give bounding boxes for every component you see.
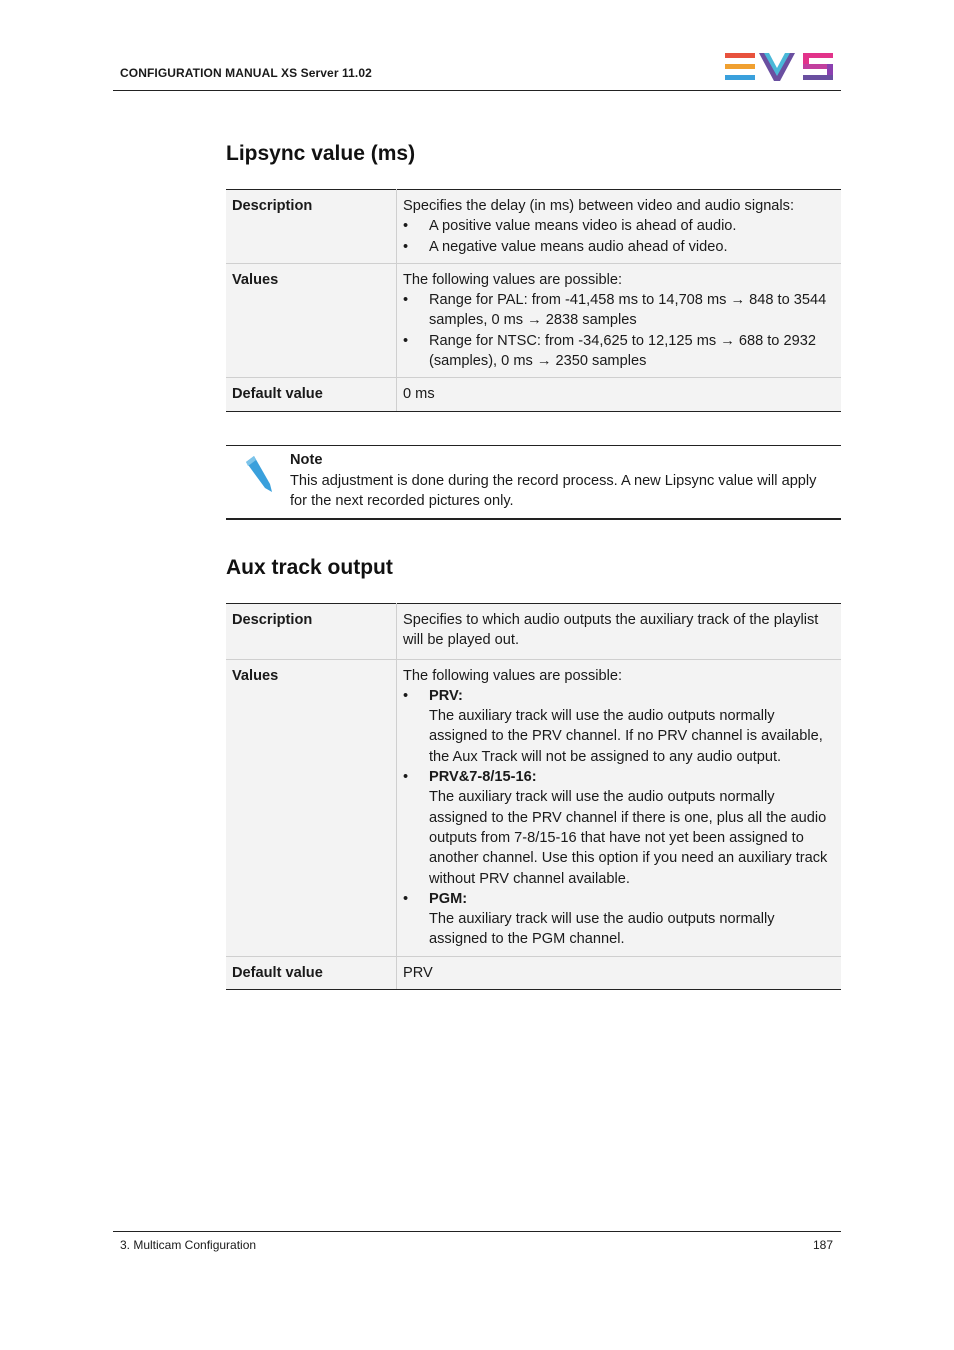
pencil-icon <box>242 454 276 494</box>
values-cell <box>397 263 842 377</box>
values-intro: The following values are possible: <box>403 271 623 288</box>
list-item: • Range for NTSC: from -34,625 to 12,125 ms → 688 to 2932 (samples), 0 ms → 2350 samples <box>403 331 835 372</box>
description-label: Description <box>226 190 397 264</box>
default-value: PRV <box>397 956 842 989</box>
list-item: • A negative value means audio ahead of video. <box>403 237 835 257</box>
page-number: 187 <box>812 1238 833 1252</box>
table-row <box>226 659 841 956</box>
values-cell <box>397 659 842 956</box>
values-label: Values <box>226 263 397 377</box>
description-bullet-list <box>403 216 835 257</box>
list-item <box>403 686 835 767</box>
table-row <box>226 263 841 377</box>
lipsync-property-table <box>226 189 841 412</box>
footer-divider <box>113 1231 841 1232</box>
description-label: Description <box>226 604 397 660</box>
aux-section-title: Aux track output <box>226 556 393 579</box>
option-text: The auxiliary track will use the audio outputs normally assigned to the PRV channel if there is one, plus all the audio outputs from 7-8/15-16 that have not yet been assigned to another channel. Use this option if you need an auxiliary track without PRV channel available. <box>429 789 828 887</box>
aux-property-table <box>226 603 841 990</box>
lipsync-section-title: Lipsync value (ms) <box>226 142 416 165</box>
header-divider <box>113 90 841 91</box>
options-list <box>403 686 835 950</box>
list-item <box>403 889 835 950</box>
default-value: 0 ms <box>397 378 842 411</box>
table-row <box>226 604 841 660</box>
note-box <box>226 445 841 520</box>
option-text: The auxiliary track will use the audio outputs normally assigned to the PRV channel. If no PRV channel is available, the Aux Track will not be assigned to any audio output. <box>429 708 823 765</box>
values-bullet-list <box>403 290 835 371</box>
option-name: • PGM: <box>429 890 468 907</box>
description-intro: Specifies the delay (in ms) between video and audio signals: <box>403 198 795 214</box>
option-name: • PRV: <box>429 687 463 704</box>
note-title: Note <box>290 452 323 468</box>
default-value-label: Default value <box>226 956 397 989</box>
option-text: The auxiliary track will use the audio outputs normally assigned to the PGM channel. <box>429 911 775 948</box>
list-item <box>403 767 835 889</box>
table-row <box>226 190 841 264</box>
table-row <box>226 378 841 411</box>
values-label: Values <box>226 659 397 956</box>
table-row <box>226 956 841 989</box>
description-cell <box>397 604 842 660</box>
evs-logo <box>724 52 836 82</box>
note-text: This adjustment is done during the record process. A new Lipsync value will apply for the next recorded pictures only. <box>290 473 817 509</box>
description-text: Specifies to which audio outputs the auxiliary track of the playlist will be played out. <box>403 612 819 649</box>
list-item: • A positive value means video is ahead of audio. <box>403 216 835 236</box>
description-cell <box>397 190 842 264</box>
option-name: • PRV&7-8/15-16: <box>429 769 537 786</box>
document-header-title: CONFIGURATION MANUAL XS Server 11.02 <box>120 66 372 80</box>
values-intro: The following values are possible: <box>403 667 623 684</box>
default-value-label: Default value <box>226 378 397 411</box>
footer-chapter: 3. Multicam Configuration <box>120 1238 257 1252</box>
list-item: • Range for PAL: from -41,458 ms to 14,708 ms → 848 to 3544 samples, 0 ms → 2838 samples <box>403 290 835 331</box>
